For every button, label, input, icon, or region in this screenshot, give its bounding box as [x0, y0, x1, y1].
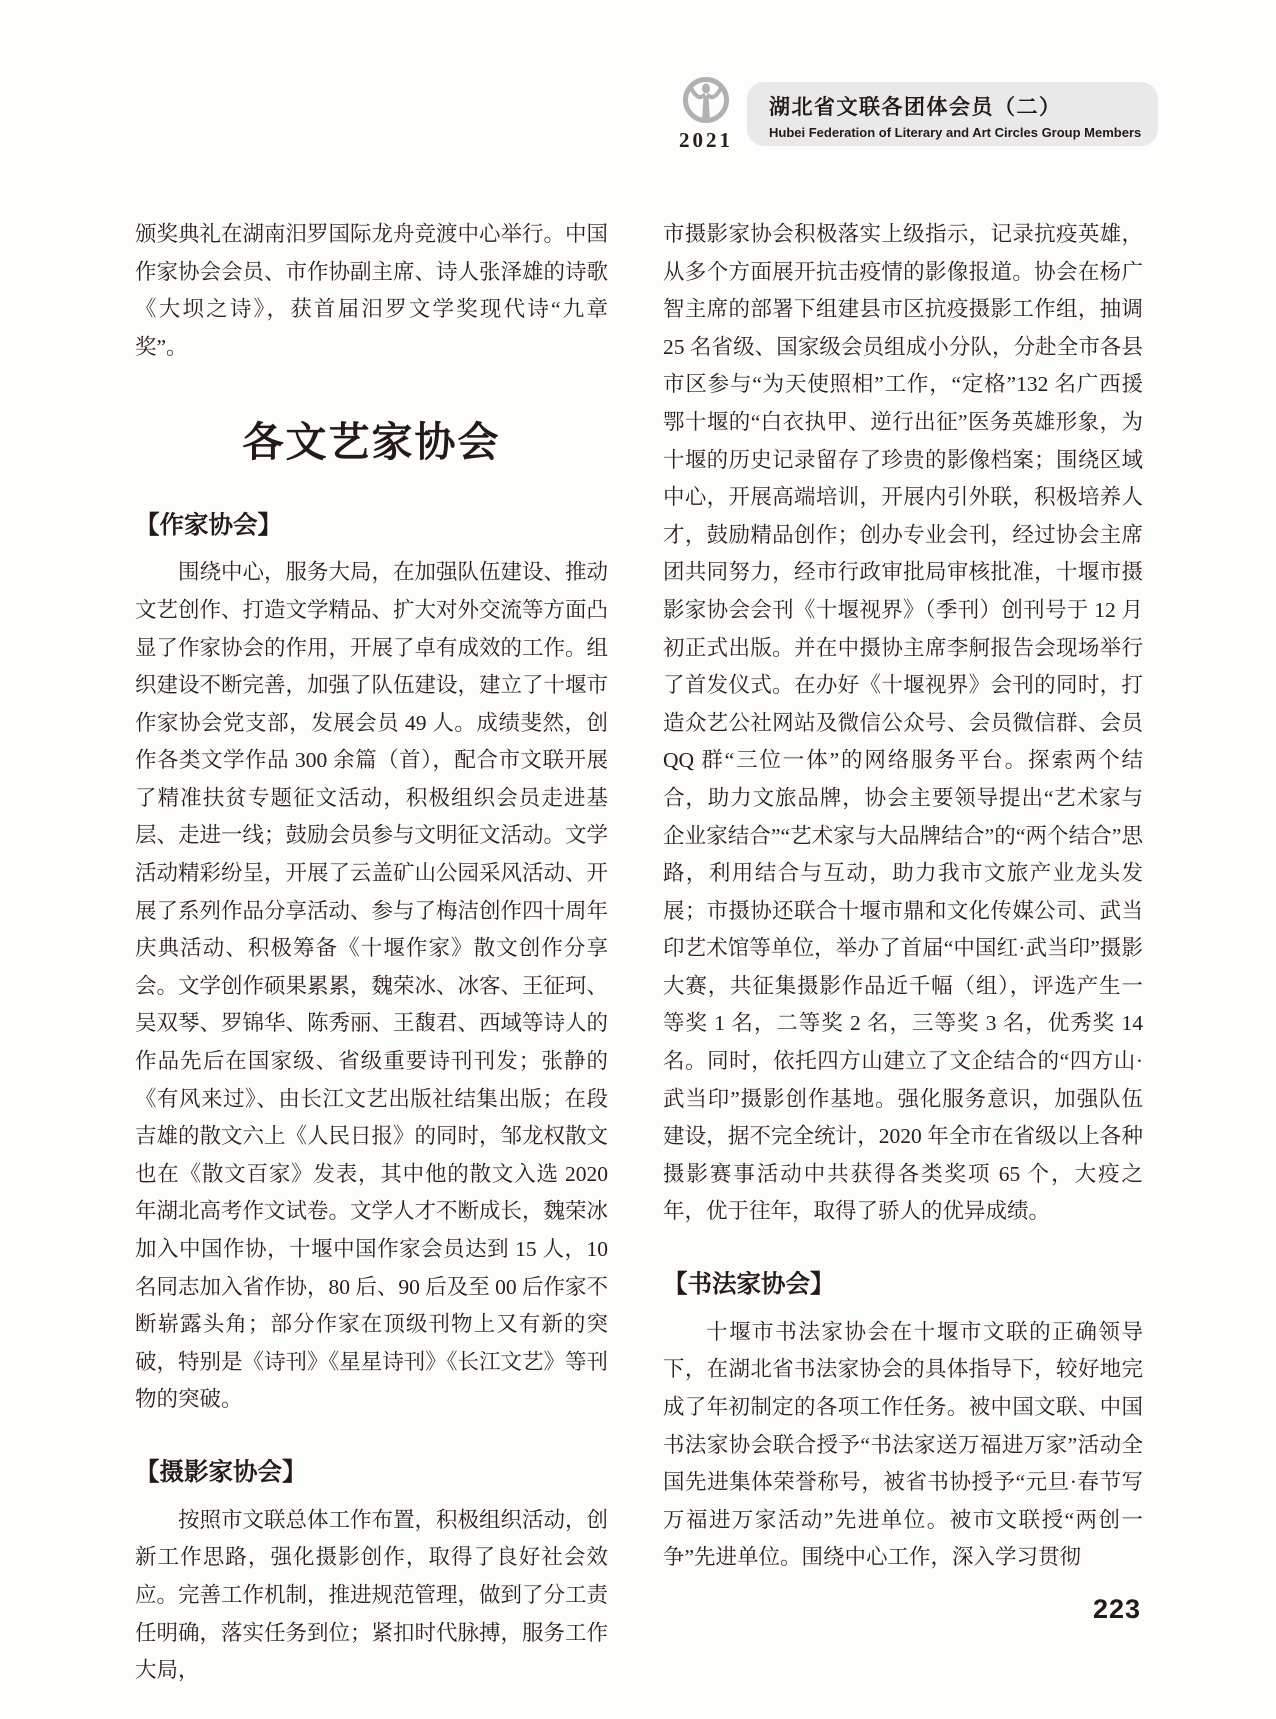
header-title-en: Hubei Federation of Literary and Art Circles Group Members: [769, 125, 1142, 140]
federation-emblem-icon: [682, 76, 730, 124]
intro-continuation-paragraph: 颁奖典礼在湖南汨罗国际龙舟竞渡中心举行。中国作家协会会员、市作协副主席、诗人张泽雄的诗歌《大坝之诗》，获首届汨罗文学奖现代诗“九章奖”。: [135, 222, 609, 359]
photographers-association-paragraph: 按照市文联总体工作布置，积极组织活动，创新工作思路，强化摄影创作，取得了良好社会效应。完善工作机制，推进规范管理，做到了分工责任明确，落实任务到位；紧扣时代脉搏，服务工作大局，: [135, 1507, 609, 1683]
left-column: [135, 216, 608, 1690]
writers-association-paragraph: 围绕中心，服务大局，在加强队伍建设、推动文艺创作、打造文学精品、扩大对外交流等方面凸显了作家协会的作用，开展了卓有成效的工作。组织建设不断完善，加强了队伍建设，建立了十堰市作家协会党支部，发展会员 49 人。成绩斐然，创作各类文学作品 300 余篇（首），配合市文联开展了精准扶贫专题征文活动，积极组织会员走进基层、走进一线；鼓励会员参与文明征文活动。文学活动精彩纷呈，开展了云盖矿山公园采风活动、开展了系列作品分享活动、参与了梅洁创作四十周年庆典活动、积极筹备《十堰作家》散文创作分享会。文学创作硕果累累，魏荣冰、冰客、王征珂、吴双琴、罗锦华、陈秀丽、王馥君、西域等诗人的作品先后在国家级、省级重要诗刊刊发；张静的《有风来过》、由长江文艺出版社结集出版；在段吉雄的散文六上《人民日报》的同时，邹龙权散文也在《散文百家》发表，其中他的散文入选 2020 年湖北高考作文试卷。文学人才不断成长，魏荣冰加入中国作协，十堰中国作家会员达到 15 人，10 名同志加入省作协，80 后、90 后及至 00 后作家不断崭露头角；部分作家在顶级刊物上又有新的突破，特别是《诗刊》《星星诗刊》《长江文艺》等刊物的突破。: [135, 560, 609, 1412]
page-number: 223: [1093, 1594, 1142, 1624]
header-title-bar: [747, 82, 1158, 146]
header-title-zh: 湖北省文联各团体会员（二）: [769, 96, 1062, 119]
logo-block: [668, 76, 744, 153]
right-column: [663, 216, 1143, 1577]
chapter-title: 各文艺家协会: [242, 419, 501, 466]
section-title-photographers: 【摄影家协会】: [135, 1458, 307, 1486]
section-title-calligraphers: 【书法家协会】: [663, 1271, 835, 1299]
calligraphers-association-paragraph: 十堰市书法家协会在十堰市文联的正确领导下，在湖北省书法家协会的具体指导下，较好地完成了年初制定的各项工作任务。被中国文联、中国书法家协会联合授予“书法家送万福进万家”活动全国先进集体荣誉称号，被省书协授予“元旦·春节写万福进万家活动”先进单位。被市文联授“两创一争”先进单位。围绕中心工作，深入学习贯彻: [663, 1319, 1143, 1570]
logo-year: 2021: [679, 128, 733, 152]
section-title-writers: 【作家协会】: [135, 511, 282, 539]
photographers-continuation-paragraph: 市摄影家协会积极落实上级指示，记录抗疫英雄，从多个方面展开抗击疫情的影像报道。协会在杨广智主席的部署下组建县市区抗疫摄影工作组，抽调 25 名省级、国家级会员组成小分队，分赴全市各县市区参与“为天使照相”工作，“定格”132 名广西援鄂十堰的“白衣执甲、逆行出征”医务英雄形象，为十堰的历史记录留存了珍贵的影像档案；围绕区域中心，开展高端培训，开展内引外联，积极培养人才，鼓励精品创作；创办专业会刊，经过协会主席团共同努力，经市行政审批局审核批准，十堰市摄影家协会会刊《十堰视界》（季刊）创刊号于 12 月初正式出版。并在中摄协主席李舸报告会现场举行了首发仪式。在办好《十堰视界》会刊的同时，打造众艺公社网站及微信公众号、会员微信群、会员 QQ 群“三位一体”的网络服务平台。探索两个结合，助力文旅品牌，协会主要领导提出“艺术家与企业家结合”“艺术家与大品牌结合”的“两个结合”思路，利用结合与互动，助力我市文旅产业龙头发展；市摄协还联合十堰市鼎和文化传媒公司、武当印艺术馆等单位，举办了首届“中国红·武当印”摄影大赛，共征集摄影作品近千幅（组），评选产生一等奖 1 名，二等奖 2 名，三等奖 3 名，优秀奖 14 名。同时，依托四方山建立了文企结合的“四方山·武当印”摄影创作基地。强化服务意识，加强队伍建设，据不完全统计，2020 年全市在省级以上各种摄影赛事活动中共获得各类奖项 65 个，大疫之年，优于往年，取得了骄人的优异成绩。: [663, 222, 1143, 1224]
